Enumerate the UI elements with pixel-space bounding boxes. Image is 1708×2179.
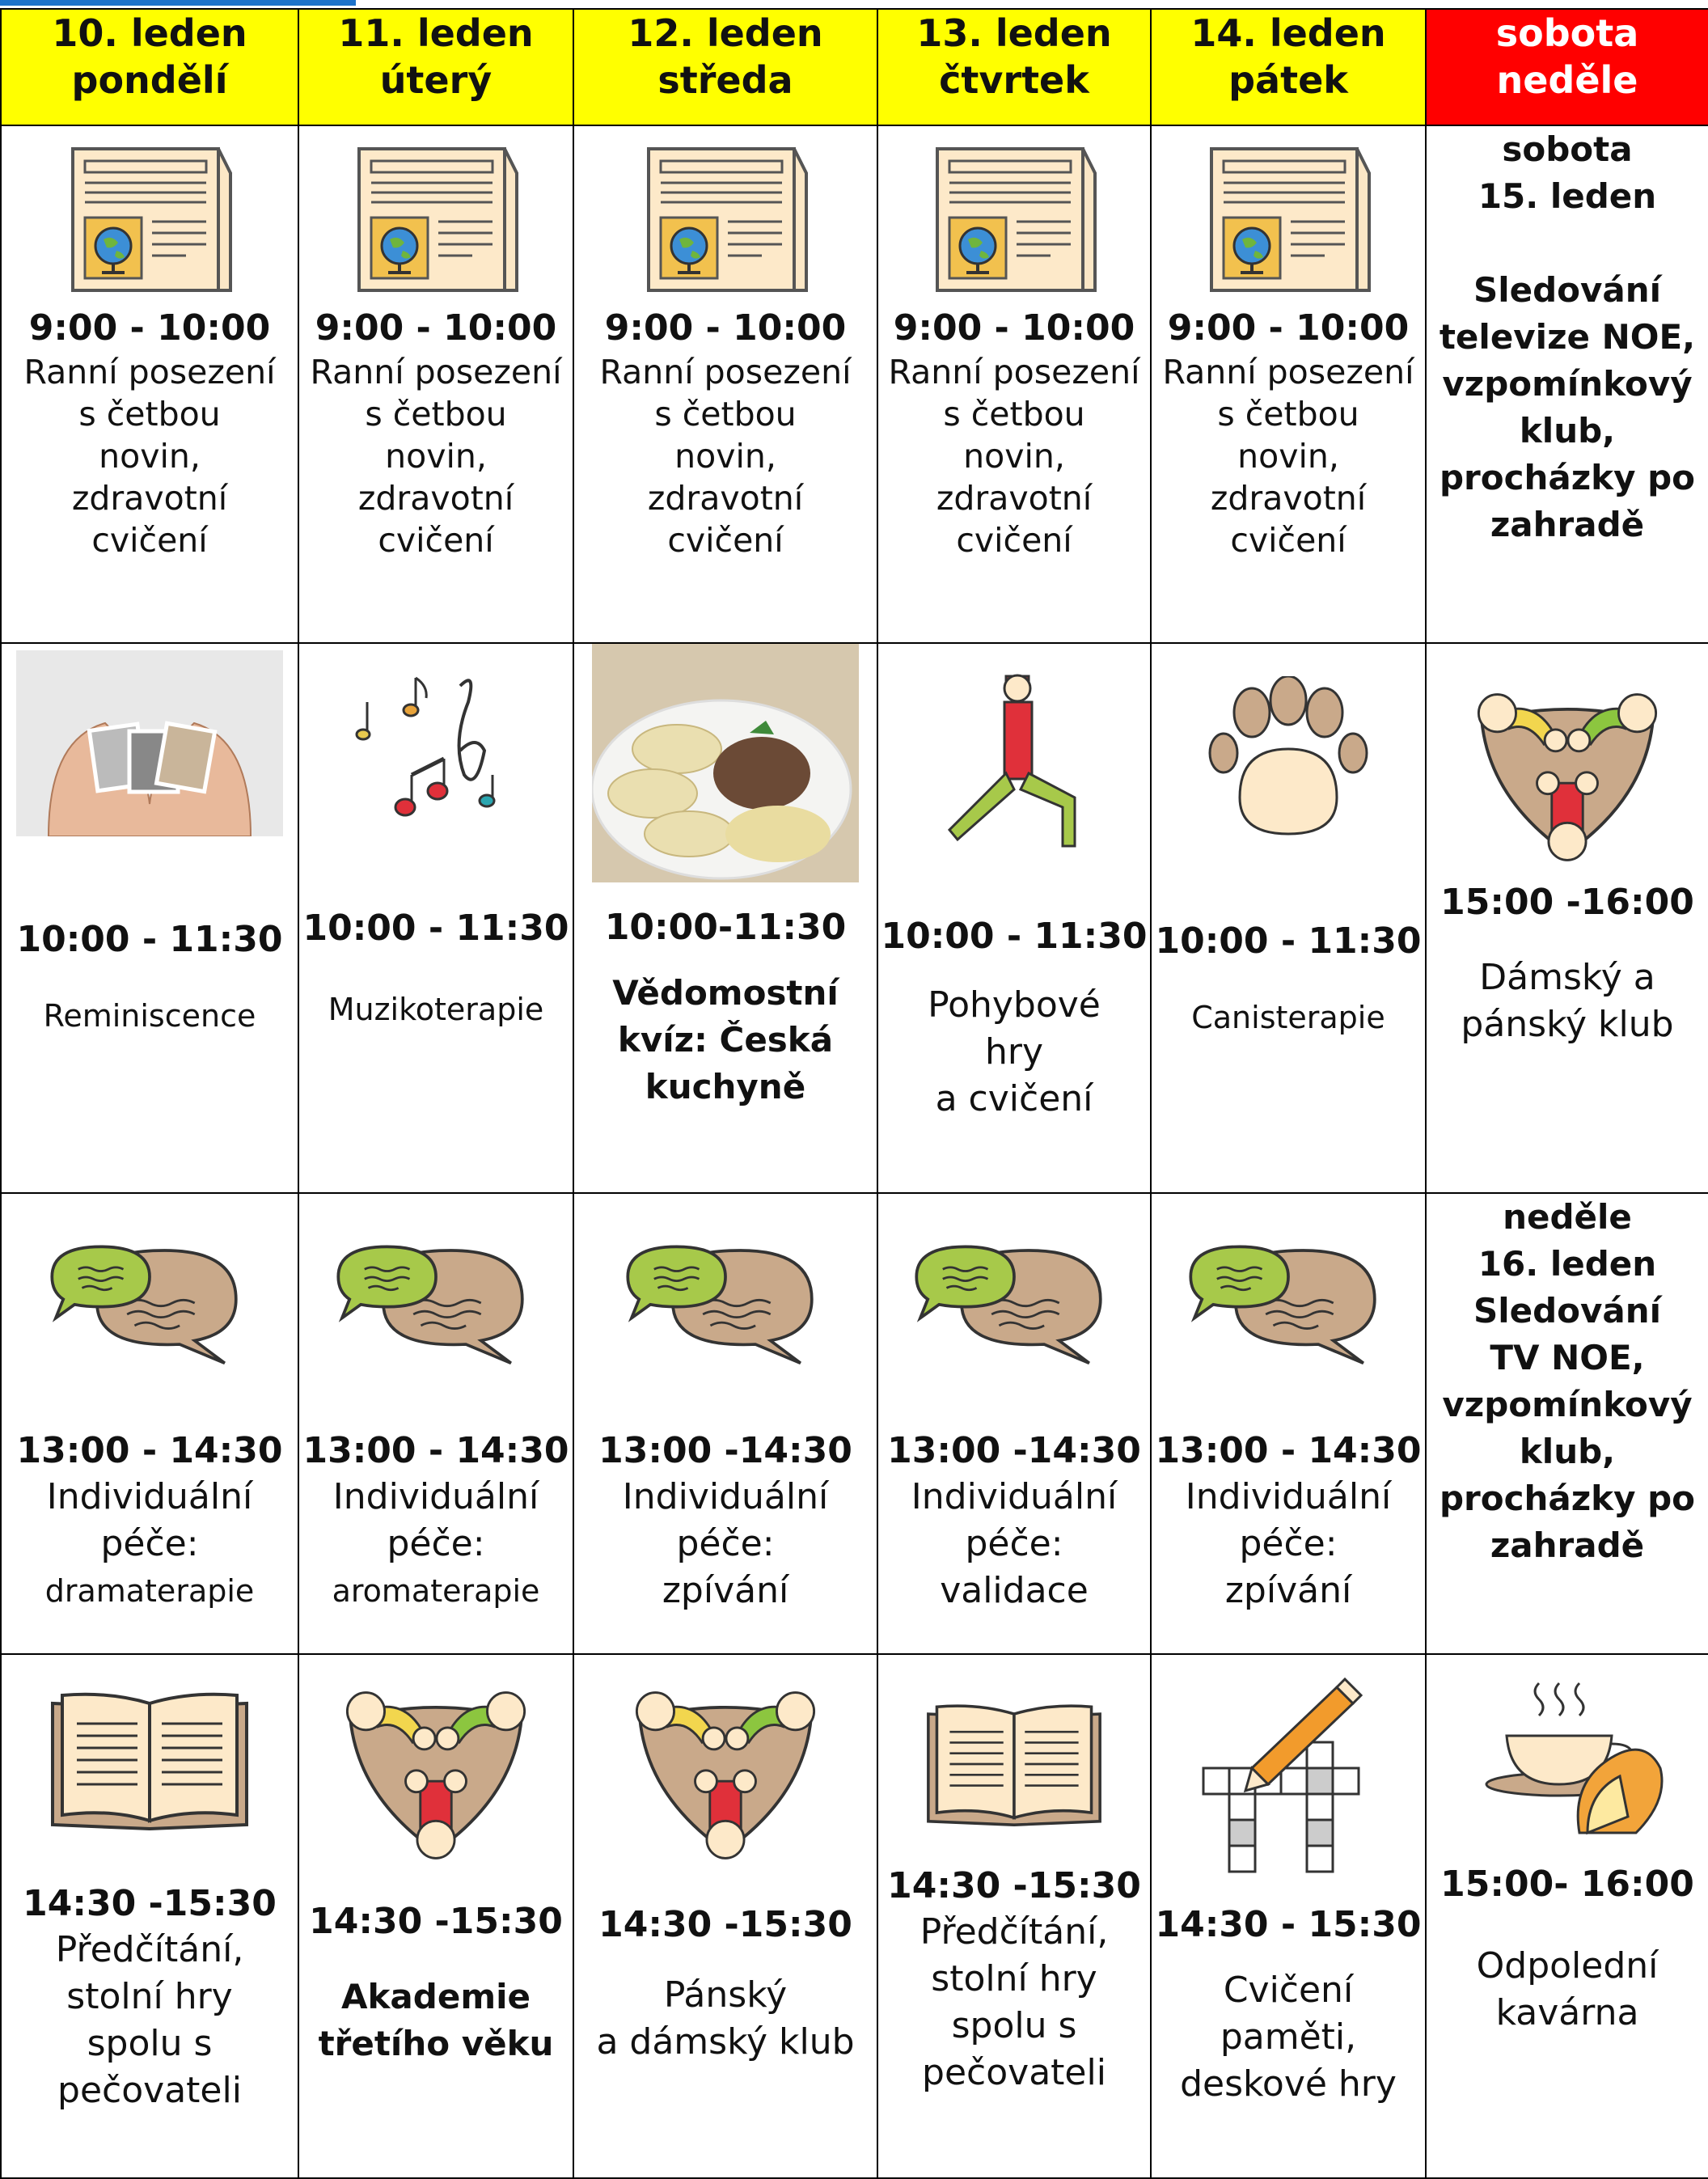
cell-tue-afternoon	[298, 1654, 573, 2178]
crossword-pencil-icon	[1195, 1671, 1381, 1873]
activity-description: Canisterapie	[1191, 1000, 1385, 1035]
speech-bubbles-icon	[620, 1234, 831, 1372]
cell-fri-afternoon	[1151, 1654, 1426, 2178]
cell-thu-morning	[877, 125, 1151, 643]
activity-description: Cvičení paměti, deskové hry	[1180, 1970, 1397, 2105]
activity-description: Pohybové hry a cvičení	[928, 984, 1101, 1119]
activity-time: 10:00 - 11:30	[881, 916, 1148, 957]
activity-description: Individuální péče: zpívání	[622, 1476, 829, 1611]
cell-fri-early-afternoon	[1151, 1193, 1426, 1654]
top-color-strip	[0, 0, 356, 6]
activity-time: 14:30 -15:30	[309, 1901, 563, 1942]
newspaper-icon	[921, 141, 1107, 294]
day-header-tuesday: 11. leden úterý	[298, 9, 573, 125]
newspaper-icon	[632, 141, 818, 294]
cell-wed-early-afternoon	[573, 1193, 877, 1654]
activity-time: 14:30 - 15:30	[1155, 1904, 1422, 1945]
newspaper-icon	[57, 141, 243, 294]
day-header-monday: 10. leden pondělí	[1, 9, 298, 125]
day-header-thursday: 13. leden čtvrtek	[877, 9, 1151, 125]
header-row	[1, 9, 1708, 125]
activity-description: Reminiscence	[43, 998, 256, 1034]
speech-bubbles-icon	[44, 1234, 255, 1372]
cell-thu-late-morning	[877, 643, 1151, 1193]
cell-wed-late-morning	[573, 643, 877, 1193]
cell-mon-late-morning	[1, 643, 298, 1193]
activity-description: Individuální péče: validace	[911, 1476, 1118, 1611]
cell-tue-morning	[298, 125, 573, 643]
activity-time: 10:00-11:30	[604, 907, 847, 948]
activity-description: Vědomostní kvíz: Česká kuchyně	[612, 973, 839, 1106]
activity-time: 14:30 -15:30	[598, 1904, 852, 1945]
cell-sunday-info	[1426, 1193, 1708, 1654]
activity-description: Ranní posezení s četbou novin, zdravotní cvičení	[1162, 353, 1414, 560]
group-circle-icon	[616, 1665, 835, 1867]
activity-time: 15:00- 16:00	[1440, 1864, 1694, 1905]
cell-saturday-info	[1426, 125, 1708, 643]
day-header-friday: 14. leden pátek	[1151, 9, 1426, 125]
activity-description: Ranní posezení s četbou novin, zdravotní cvičení	[23, 353, 276, 560]
weekly-schedule-table	[0, 8, 1708, 2179]
schedule-row-morning	[1, 125, 1708, 643]
activity-time: 13:00 -14:30	[598, 1430, 852, 1471]
activity-description: Individuální péče: aromaterapie	[332, 1476, 540, 1609]
photos-in-hands-image	[16, 650, 283, 836]
book-icon	[921, 1695, 1107, 1833]
activity-time: 14:30 -15:30	[23, 1883, 277, 1924]
day-header-weekend: sobota neděle	[1426, 9, 1708, 125]
activity-time: 9:00 - 10:00	[1167, 307, 1410, 349]
activity-time: 10:00 - 11:30	[1155, 920, 1422, 962]
book-icon	[44, 1687, 255, 1833]
cell-tue-early-afternoon	[298, 1193, 573, 1654]
speech-bubbles-icon	[331, 1234, 541, 1372]
newspaper-icon	[1195, 141, 1381, 294]
activity-time: 13:00 - 14:30	[302, 1430, 569, 1471]
paw-icon	[1207, 676, 1369, 838]
activity-description: Předčítání, stolní hry spolu s pečovateli	[55, 1929, 244, 2111]
cell-fri-late-morning	[1151, 643, 1426, 1193]
activity-description: Akademie třetího věku	[318, 1977, 554, 2063]
newspaper-icon	[343, 141, 529, 294]
activity-description: Dámský a pánský klub	[1461, 957, 1674, 1045]
cell-thu-early-afternoon	[877, 1193, 1151, 1654]
activity-description: Ranní posezení s četbou novin, zdravotní cvičení	[599, 353, 852, 560]
activity-description: Ranní posezení s četbou novin, zdravotní cvičení	[310, 353, 562, 560]
activity-description: Pánský a dámský klub	[596, 1974, 855, 2063]
exercise-icon	[925, 652, 1103, 862]
schedule-row-afternoon	[1, 1654, 1708, 2178]
schedule-row-early-afternoon	[1, 1193, 1708, 1654]
speech-bubbles-icon	[1183, 1234, 1393, 1372]
activity-description: Individuální péče: dramaterapie	[44, 1476, 255, 1609]
activity-description: Předčítání, stolní hry spolu s pečovateli	[920, 1911, 1109, 2093]
cell-tue-late-morning	[298, 643, 573, 1193]
weekend-sunday-text: neděle 16. leden Sledování TV NOE, vzpomínkový klub, procházky po zahradě	[1439, 1197, 1696, 1565]
cell-mon-early-afternoon	[1, 1193, 298, 1654]
coffee-croissant-icon	[1466, 1671, 1668, 1849]
speech-bubbles-icon	[909, 1234, 1119, 1372]
activity-description: Muzikoterapie	[328, 992, 544, 1027]
czech-food-image	[592, 644, 859, 882]
cell-sunday-afternoon	[1426, 1654, 1708, 2178]
activity-time: 9:00 - 10:00	[893, 307, 1135, 349]
group-circle-icon	[1466, 666, 1668, 869]
activity-time: 15:00 -16:00	[1440, 882, 1694, 923]
activity-time: 14:30 -15:30	[887, 1865, 1141, 1906]
activity-time: 10:00 - 11:30	[16, 919, 283, 960]
activity-time: 13:00 - 14:30	[16, 1430, 283, 1471]
activity-time: 9:00 - 10:00	[604, 307, 847, 349]
cell-mon-morning	[1, 125, 298, 643]
activity-description: Odpolední kavárna	[1476, 1945, 1659, 2033]
cell-mon-afternoon	[1, 1654, 298, 2178]
activity-time: 9:00 - 10:00	[28, 307, 271, 349]
cell-saturday-afternoon	[1426, 643, 1708, 1193]
cell-thu-afternoon	[877, 1654, 1151, 2178]
group-circle-icon	[327, 1665, 545, 1867]
cell-wed-morning	[573, 125, 877, 643]
activity-time: 10:00 - 11:30	[302, 908, 569, 949]
music-notes-icon	[355, 654, 517, 831]
activity-description: Individuální péče: zpívání	[1185, 1476, 1392, 1611]
day-header-wednesday: 12. leden středa	[573, 9, 877, 125]
schedule-row-late-morning	[1, 643, 1708, 1193]
activity-description: Ranní posezení s četbou novin, zdravotní cvičení	[888, 353, 1140, 560]
activity-time: 9:00 - 10:00	[315, 307, 557, 349]
cell-fri-morning	[1151, 125, 1426, 643]
cell-wed-afternoon	[573, 1654, 877, 2178]
activity-time: 13:00 - 14:30	[1155, 1430, 1422, 1471]
weekend-saturday-text: sobota 15. leden Sledování televize NOE, vzpomínkový klub, procházky po zahradě	[1439, 129, 1696, 544]
activity-time: 13:00 -14:30	[887, 1430, 1141, 1471]
